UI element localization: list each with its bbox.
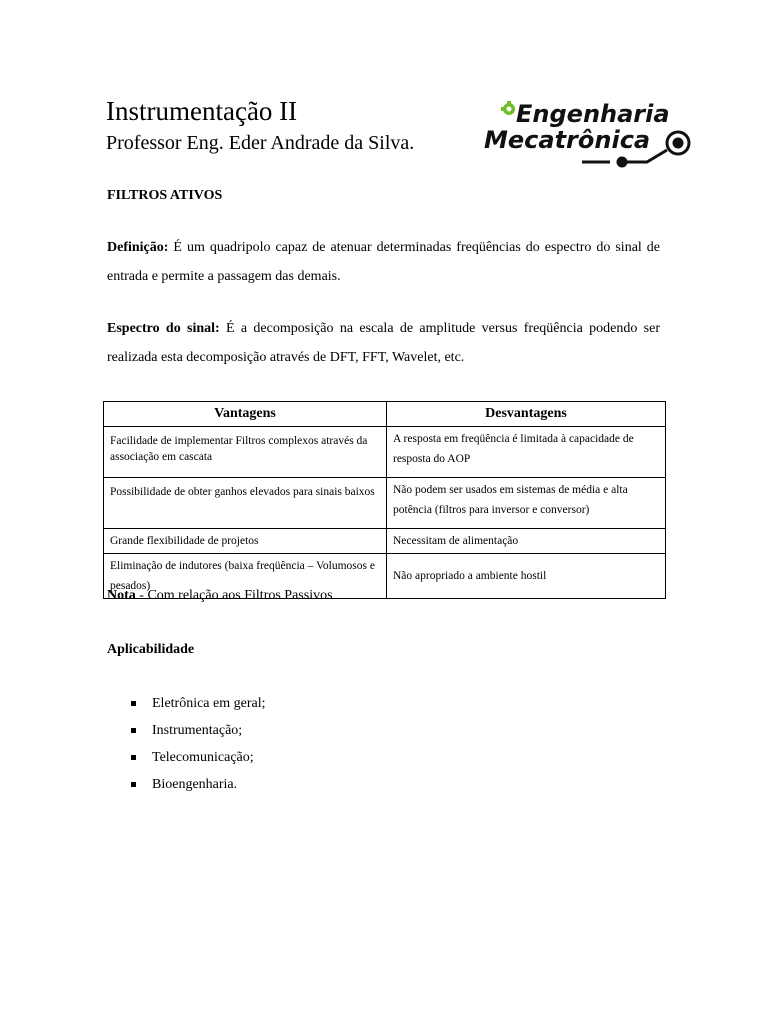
bullet-icon (131, 728, 136, 733)
applicability-title: Aplicabilidade (107, 642, 195, 657)
table-cell: Grande flexibilidade de projetos (104, 529, 387, 554)
spectrum-text: É a decomposição na escala de amplitude versus freqüência podendo ser realizada esta decomposição através de DFT, FFT, Wavelet, etc. (107, 321, 660, 365)
table-cell: Eliminação de indutores (baixa freqüência – Volumosos e pesados) (104, 554, 387, 599)
list-item (107, 719, 266, 746)
list-item-label: Eletrônica em geral; (152, 696, 266, 711)
spectrum-label: Espectro do sinal: (107, 321, 220, 336)
list-item (107, 746, 266, 773)
definition-paragraph (107, 233, 660, 291)
section-title: FILTROS ATIVOS (107, 188, 223, 203)
table-note (107, 588, 333, 604)
table-cell: Necessitam de alimentação (387, 529, 666, 554)
bullet-icon (131, 782, 136, 787)
table-row (104, 427, 666, 478)
table-row (104, 529, 666, 554)
list-item (107, 773, 266, 800)
note-label: Nota (107, 588, 136, 603)
table-header-disadvantages: Desvantagens (387, 402, 666, 427)
definition-text: É um quadripolo capaz de atenuar determinadas freqüências do espectro do sinal de entrada e permite a passagem das demais. (107, 240, 660, 284)
spectrum-paragraph (107, 314, 660, 372)
note-text: - Com relação aos Filtros Passivos (135, 588, 333, 603)
applicability-list (107, 692, 266, 800)
svg-text:Engenharia: Engenharia (516, 100, 670, 128)
document-subtitle: Professor Eng. Eder Andrade da Silva. (106, 132, 415, 154)
table-cell: A resposta em freqüência é limitada à capacidade de resposta do AOP (387, 427, 666, 478)
document-title: Instrumentação II (106, 96, 298, 126)
definition-label: Definição: (107, 240, 169, 255)
table-cell: Possibilidade de obter ganhos elevados para sinais baixos (104, 478, 387, 529)
list-item (107, 692, 266, 719)
table-header-row (104, 402, 666, 427)
table-cell: Não apropriado a ambiente hostil (387, 554, 666, 599)
bullet-icon (131, 755, 136, 760)
list-item-label: Instrumentação; (152, 723, 243, 738)
list-item-label: Bioengenharia. (152, 777, 238, 792)
list-item-label: Telecomunicação; (152, 750, 254, 765)
bullet-icon (131, 701, 136, 706)
table-cell: Facilidade de implementar Filtros complexos através da associação em cascata (104, 427, 387, 478)
table-cell: Não podem ser usados em sistemas de média e alta potência (filtros para inversor e conversor) (387, 478, 666, 529)
engenharia-mecatronica-logo (482, 98, 698, 174)
svg-text:Mecatrônica: Mecatrônica (484, 126, 651, 154)
table-header-advantages: Vantagens (104, 402, 387, 427)
table-row (104, 478, 666, 529)
gear-icon (501, 101, 515, 115)
advantages-table (103, 401, 666, 599)
